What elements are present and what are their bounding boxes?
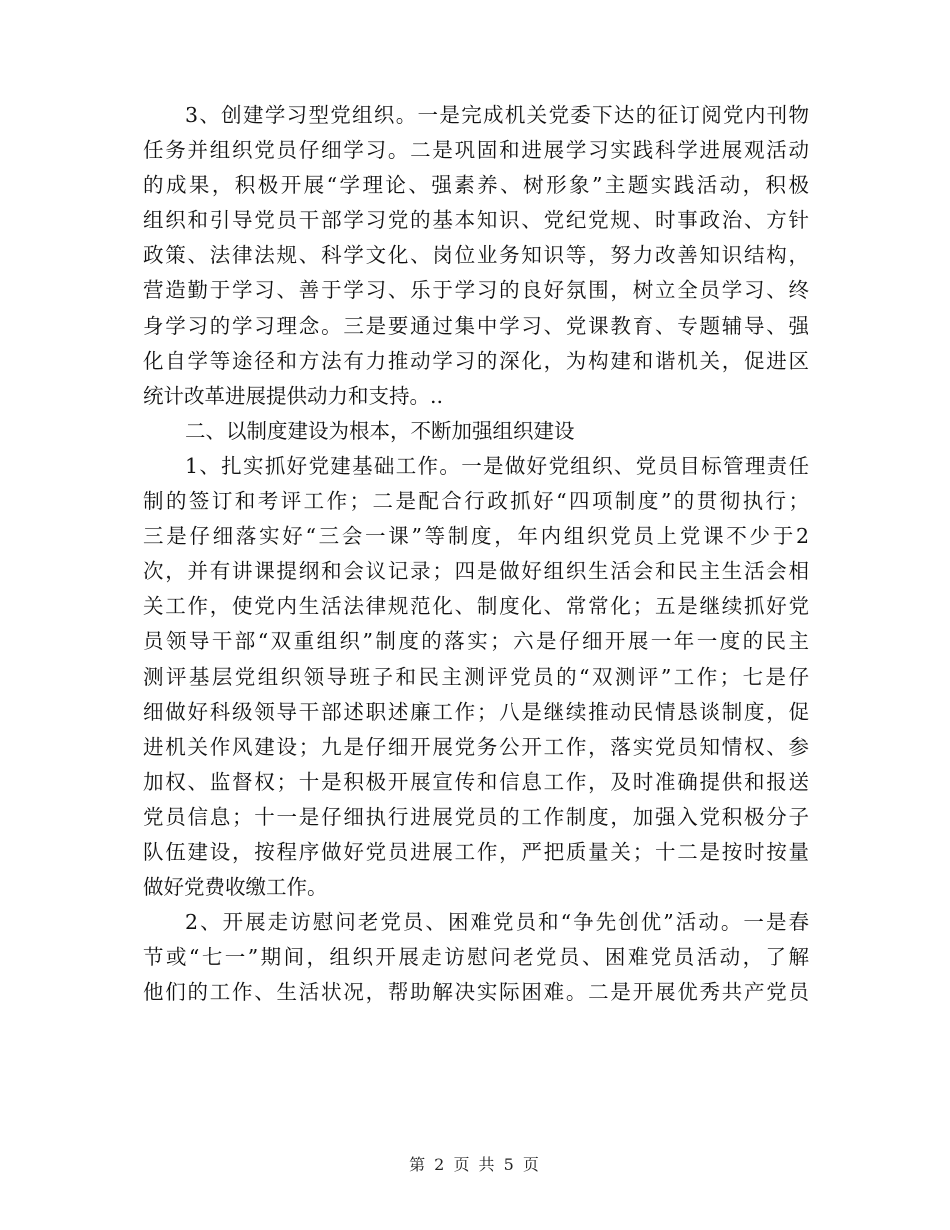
- text-line: 细做好科级领导干部述职述廉工作；八是继续推动民情恳谈制度，促: [143, 699, 809, 724]
- text-line: 二、以制度建设为根本，不断加强组织建设: [185, 418, 575, 443]
- text-line: 3、创建学习型党组织。一是完成机关党委下达的征订阅党内刊物: [185, 103, 809, 127]
- text-line: 党员信息；十一是仔细执行进展党员的工作制度，加强入党积极分子: [143, 804, 809, 829]
- text-line: 测评基层党组织领导班子和民主测评党员的“双测评”工作；七是仔: [143, 664, 809, 689]
- text-line: 制的签订和考评工作；二是配合行政抓好“四项制度”的贯彻执行；: [143, 489, 809, 514]
- text-line: 三是仔细落实好“三会一课”等制度，年内组织党员上党课不少于2: [143, 524, 809, 549]
- text-line: 统计改革进展提供动力和支持。..: [143, 383, 444, 408]
- text-line: 进机关作风建设；九是仔细开展党务公开工作，落实党员知情权、参: [143, 734, 809, 759]
- text-line: 政策、法律法规、科学文化、岗位业务知识等，努力改善知识结构，: [143, 243, 809, 268]
- text-line: 加权、监督权；十是积极开展宣传和信息工作，及时准确提供和报送: [143, 769, 809, 794]
- text-line: 做好党费收缴工作。: [143, 875, 328, 900]
- text-line: 身学习的学习理念。三是要通过集中学习、党课教育、专题辅导、强: [143, 313, 809, 338]
- text-line: 的成果，积极开展“学理论、强素养、树形象”主题实践活动，积极: [143, 173, 809, 198]
- text-line: 节或“七一”期间，组织开展走访慰问老党员、困难党员活动，了解: [143, 945, 809, 970]
- text-line: 他们的工作、生活状况，帮助解决实际困难。二是开展优秀共产党员: [143, 980, 809, 1005]
- text-line: 队伍建设，按程序做好党员进展工作，严把质量关；十二是按时按量: [143, 839, 809, 864]
- text-line: 化自学等途径和方法有力推动学习的深化，为构建和谐机关，促进区: [143, 348, 809, 373]
- text-line: 1、扎实抓好党建基础工作。一是做好党组织、党员目标管理责任: [185, 453, 809, 478]
- text-line: 组织和引导党员干部学习党的基本知识、党纪党规、时事政治、方针: [143, 208, 809, 233]
- text-line: 任务并组织党员仔细学习。二是巩固和进展学习实践科学进展观活动: [143, 138, 809, 163]
- text-line: 员领导干部“双重组织”制度的落实；六是仔细开展一年一度的民主: [143, 629, 809, 654]
- text-line: 次，并有讲课提纲和会议记录；四是做好组织生活会和民主生活会相: [143, 559, 809, 584]
- text-line: 2、开展走访慰问老党员、困难党员和“争先创优”活动。一是春: [185, 910, 809, 935]
- text-line: 营造勤于学习、善于学习、乐于学习的良好氛围，树立全员学习、终: [143, 278, 809, 303]
- text-line: 关工作，使党内生活法律规范化、制度化、常常化；五是继续抓好党: [143, 594, 809, 619]
- document-body: [143, 98, 809, 1010]
- page-footer: 第 2 页 共 5 页: [409, 1155, 541, 1174]
